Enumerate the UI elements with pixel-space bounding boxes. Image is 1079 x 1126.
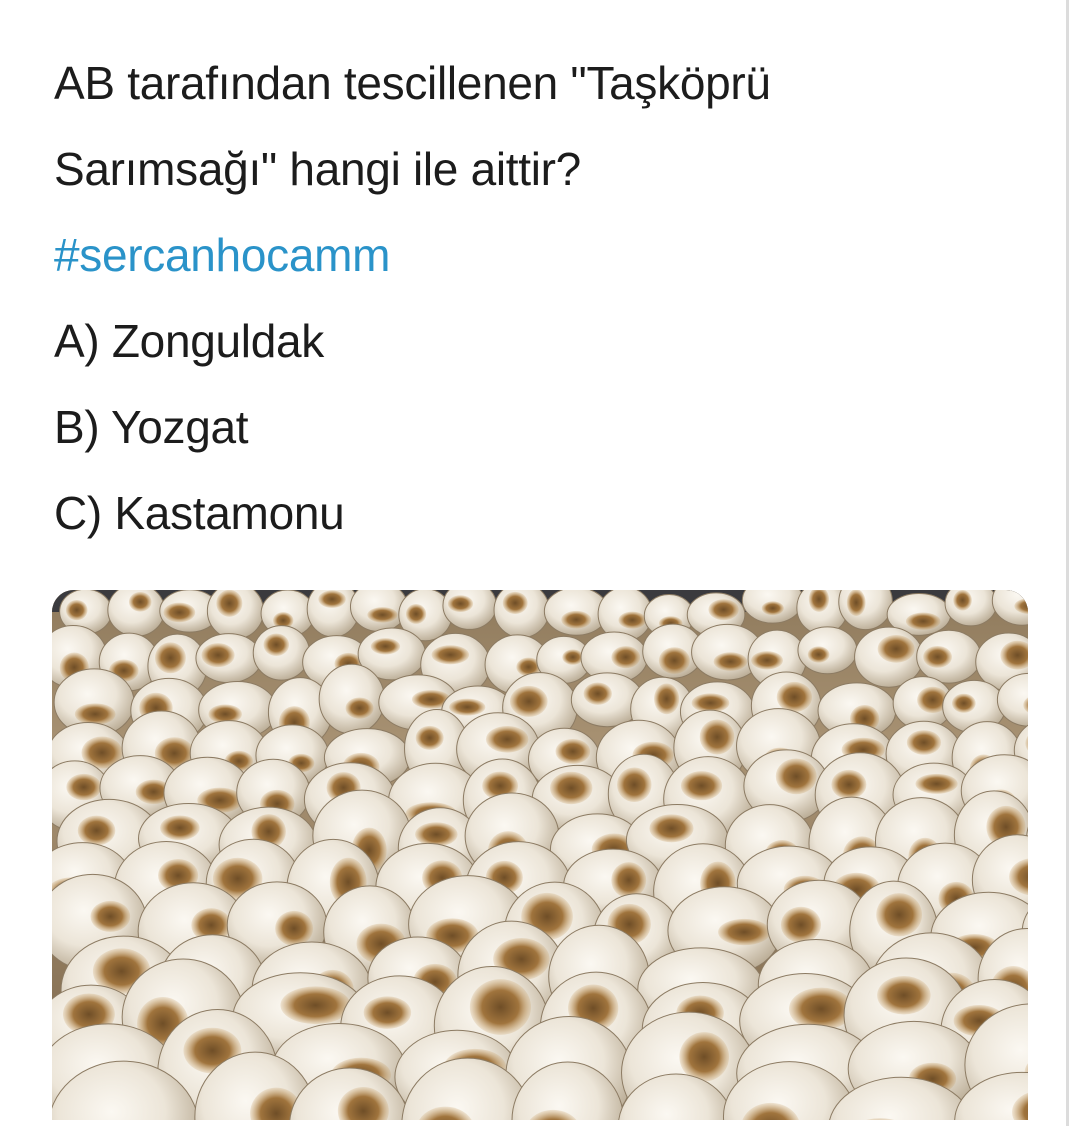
hashtag-link[interactable]: #sercanhocamm: [54, 229, 391, 281]
garlic-root: [263, 633, 289, 655]
garlic-root: [762, 601, 784, 615]
garlic-root: [847, 590, 866, 616]
garlic-root: [66, 774, 101, 800]
garlic-root: [432, 645, 470, 664]
garlic-root: [90, 901, 130, 932]
garlic-root: [561, 611, 591, 629]
garlic-root: [808, 646, 830, 662]
garlic-root: [416, 726, 444, 750]
garlic-root: [371, 638, 400, 654]
garlic-root: [364, 996, 411, 1028]
garlic-root: [415, 822, 458, 846]
garlic-root: [486, 726, 529, 753]
garlic-root: [216, 590, 242, 617]
garlic-root: [550, 772, 592, 805]
garlic-root: [448, 595, 473, 612]
garlic-root: [878, 635, 915, 663]
garlic-root: [654, 683, 679, 714]
garlic-root: [659, 647, 690, 674]
garlic-photo: [52, 590, 1028, 1120]
garlic-root: [367, 607, 397, 622]
garlic-root: [700, 720, 735, 755]
garlic-root: [649, 814, 693, 842]
garlic-root: [503, 592, 528, 614]
garlic-root: [708, 599, 738, 620]
garlic-root: [163, 603, 195, 623]
garlic-bulb: [319, 664, 384, 734]
garlic-root: [449, 699, 485, 716]
garlic-root: [406, 604, 426, 624]
garlic-root: [952, 694, 976, 713]
garlic-root: [78, 816, 116, 846]
option-b: B) Yozgat: [54, 401, 249, 453]
tweet-body: [54, 40, 1044, 556]
question-line-2: Sarımsağı" hangi ile aittir?: [54, 143, 581, 195]
garlic-root: [679, 1032, 729, 1081]
tweet-media-image[interactable]: [52, 590, 1028, 1120]
garlic-root: [562, 649, 583, 664]
garlic-root: [915, 774, 957, 794]
garlic-root: [953, 590, 972, 610]
garlic-root: [789, 988, 853, 1030]
garlic-root: [510, 686, 548, 717]
garlic-root: [346, 697, 374, 718]
garlic-root: [906, 613, 941, 630]
garlic-root: [318, 590, 345, 608]
garlic-root: [776, 758, 817, 794]
garlic-root: [66, 600, 88, 620]
garlic-root: [611, 646, 640, 668]
garlic-root: [876, 893, 922, 936]
garlic-root: [714, 652, 748, 671]
garlic-root: [751, 651, 783, 669]
garlic-root: [129, 592, 152, 612]
garlic-root: [160, 815, 200, 840]
question-line-1: AB tarafından tescillenen "Taşköprü: [54, 57, 771, 109]
garlic-root: [681, 771, 722, 800]
garlic-root: [777, 682, 812, 712]
garlic-root: [718, 919, 770, 945]
garlic-root: [618, 612, 646, 629]
garlic-root: [201, 643, 234, 667]
garlic-root: [877, 976, 931, 1014]
garlic-root: [611, 862, 646, 898]
garlic-root: [781, 907, 821, 943]
garlic-root: [692, 693, 730, 712]
garlic-root: [584, 682, 612, 704]
garlic-root: [75, 703, 116, 725]
garlic-root: [617, 767, 651, 802]
garlic-root: [555, 739, 590, 764]
garlic-root: [275, 911, 313, 946]
garlic-root: [907, 730, 941, 755]
garlic-root: [470, 979, 531, 1035]
scroll-edge-divider: [1066, 0, 1069, 1126]
garlic-root: [923, 646, 952, 668]
garlic-root: [280, 986, 350, 1024]
option-a: A) Zonguldak: [54, 315, 324, 367]
garlic-root: [831, 770, 866, 799]
option-c: C) Kastamonu: [54, 487, 345, 539]
garlic-root: [155, 642, 186, 673]
